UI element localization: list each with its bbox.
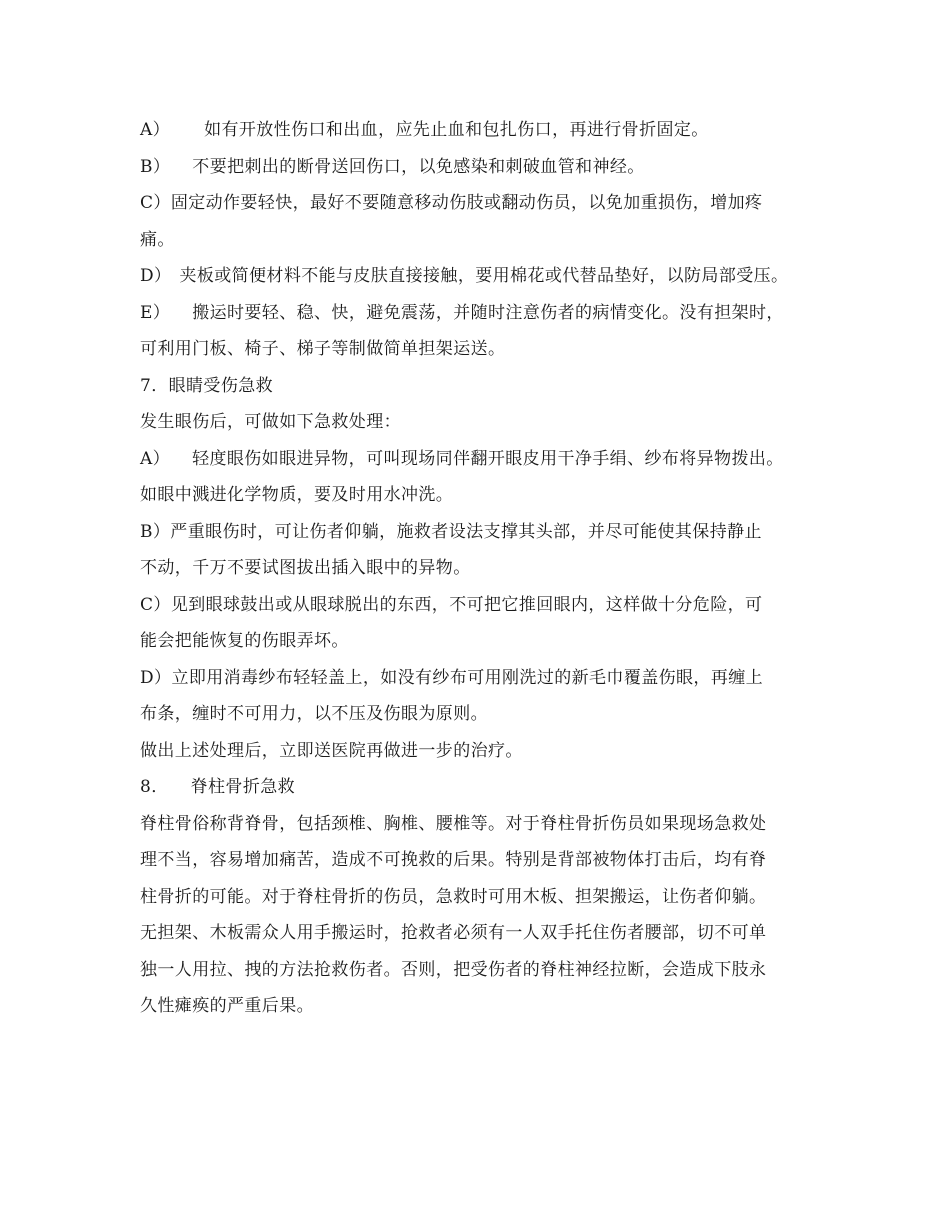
section-heading: 7．眼睛受伤急救: [140, 375, 274, 396]
paragraph-line: 柱骨折的可能。对于脊柱骨折的伤员，急救时可用木板、担架搬运，让伤者仰躺。: [140, 886, 767, 907]
item-text: 夹板或简便材料不能与皮肤直接接触，要用棉花或代替品垫好，以防局部受压。: [179, 266, 789, 286]
list-item: [140, 112, 830, 149]
list-item: [140, 660, 830, 697]
item-label: C）: [140, 193, 171, 213]
list-item: [140, 295, 830, 332]
item-text: 严重眼伤时，可让伤者仰躺，施救者设法支撑其头部，并尽可能使其保持静止: [170, 521, 762, 542]
heading-number: 8．: [140, 777, 169, 797]
paragraph-line: 独一人用拉、拽的方法抢救伤者。否则，把受伤者的脊柱神经拉断，会造成下肢永: [140, 959, 767, 980]
list-item: [140, 587, 830, 624]
item-label: B）: [140, 521, 171, 542]
item-label: D）: [140, 266, 172, 286]
paragraph-line: 久性瘫痪的严重后果。: [140, 996, 314, 1016]
item-text: 不要把刺出的断骨送回伤口，以免感染和刺破血管和神经。: [192, 156, 645, 177]
document-page: [140, 112, 830, 1025]
list-item: [140, 258, 830, 295]
section-heading: [140, 769, 830, 806]
list-item: [140, 149, 830, 186]
list-item: [140, 185, 830, 222]
item-label: A）: [140, 120, 171, 140]
list-item: [140, 441, 830, 478]
heading-text: 脊柱骨折急救: [190, 777, 296, 797]
list-item-continuation: 如眼中溅进化学物质，要及时用水冲洗。: [140, 485, 454, 505]
item-label: C）: [140, 594, 171, 615]
item-label: B）: [140, 156, 171, 177]
list-item: [140, 514, 830, 551]
section-closing: 做出上述处理后，立即送医院再做进一步的治疗。: [140, 740, 523, 761]
item-text: 见到眼球鼓出或从眼球脱出的东西，不可把它推回眼内，这样做十分危险，可: [170, 594, 763, 615]
paragraph-line: 脊柱骨俗称背脊骨，包括颈椎、胸椎、腰椎等。对于脊柱骨折伤员如果现场急救处: [140, 813, 767, 834]
item-text: 轻度眼伤如眼进异物，可叫现场同伴翻开眼皮用干净手绢、纱布将异物拨出。: [192, 448, 784, 469]
item-text: 如有开放性伤口和出血，应先止血和包扎伤口，再进行骨折固定。: [204, 120, 709, 140]
item-text: 立即用消毒纱布轻轻盖上，如没有纱布可用刚洗过的新毛巾覆盖伤眼，再缠上: [171, 667, 764, 688]
section-intro: 发生眼伤后，可做如下急救处理：: [140, 412, 401, 432]
paragraph-line: 理不当，容易增加痛苦，造成不可挽救的后果。特别是背部被物体打击后，均有脊: [140, 850, 767, 870]
list-item-continuation: 能会把能恢复的伤眼弄坏。: [140, 631, 349, 651]
paragraph-line: 无担架、木板需众人用手搬运时，抢救者必须有一人双手托住伤者腰部，切不可单: [140, 923, 767, 943]
list-item-continuation: 不动，千万不要试图拔出插入眼中的异物。: [140, 558, 471, 578]
item-label: A）: [140, 448, 171, 469]
item-text: 搬运时要轻、稳、快，避免震荡，并随时注意伤者的病情变化。没有担架时，: [192, 302, 784, 323]
list-item-continuation: 痛。: [140, 229, 175, 250]
item-label: D）: [140, 667, 172, 688]
item-text: 固定动作要轻快，最好不要随意移动伤肢或翻动伤员，以免加重损伤，增加疼: [170, 193, 763, 213]
item-label: E）: [140, 302, 171, 323]
list-item-continuation: 布条，缠时不可用力，以不压及伤眼为原则。: [140, 704, 488, 724]
list-item-continuation: 可利用门板、椅子、梯子等制做简单担架运送。: [140, 339, 506, 359]
